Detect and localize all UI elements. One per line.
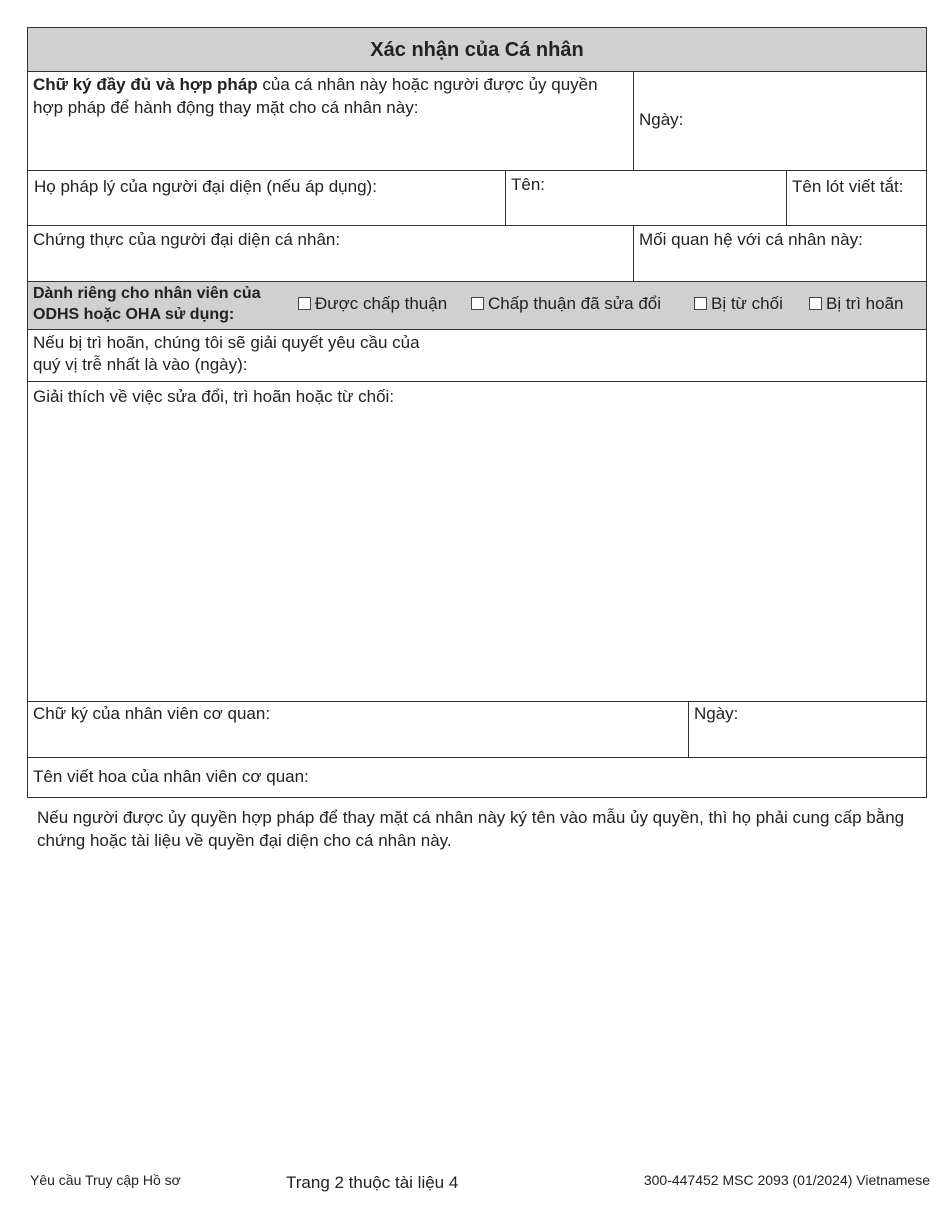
agency-name-field[interactable] bbox=[28, 758, 926, 797]
delay-date-label: Nếu bị trì hoãn, chúng tôi sẽ giải quyết yêu cầu của quý vị trễ nhất là vào (ngày): bbox=[33, 333, 420, 374]
agency-name-label: Tên viết hoa của nhân viên cơ quan: bbox=[33, 767, 309, 786]
agency-signature-field[interactable] bbox=[28, 702, 688, 757]
option-approved[interactable] bbox=[298, 294, 447, 314]
checkbox-approved-modified[interactable] bbox=[471, 297, 484, 310]
rep-first-name-label: Tên: bbox=[511, 175, 546, 194]
footer-doc-name: Yêu cầu Truy cập Hồ sơ bbox=[30, 1172, 181, 1188]
footer-form-code: 300-447452 MSC 2093 (01/2024) Vietnamese bbox=[643, 1172, 930, 1188]
explanation-field[interactable] bbox=[28, 382, 926, 701]
authorization-note: Nếu người được ủy quyền hợp pháp để thay mặt cá nhân này ký tên vào mẫu ủy quyền, thì họ phải cung cấp bằng chứng hoặc tài liệu về quyền đại diện cho cá nhân này. bbox=[37, 808, 905, 850]
option-approved-modified-label: Chấp thuận đã sửa đổi bbox=[488, 294, 662, 313]
signature-label-bold: Chữ ký đầy đủ và hợp pháp bbox=[33, 75, 258, 94]
option-delayed[interactable] bbox=[809, 294, 904, 314]
agency-signature-label: Chữ ký của nhân viên cơ quan: bbox=[33, 704, 271, 723]
signature-date-field[interactable] bbox=[633, 72, 926, 170]
staff-use-label: Dành riêng cho nhân viên của ODHS hoặc OHA sử dụng: bbox=[33, 285, 261, 323]
staff-use-row bbox=[28, 282, 926, 330]
checkbox-delayed[interactable] bbox=[809, 297, 822, 310]
agency-date-label: Ngày: bbox=[694, 704, 739, 723]
delay-date-field[interactable] bbox=[28, 330, 448, 381]
rep-middle-initial-field[interactable] bbox=[786, 171, 926, 225]
agency-name-row bbox=[28, 758, 926, 798]
rep-last-name-label: Họ pháp lý của người đại diện (nếu áp dụng): bbox=[34, 177, 377, 196]
individual-confirmation-form bbox=[27, 27, 927, 798]
option-delayed-label: Bị trì hoãn bbox=[826, 294, 904, 313]
individual-signature-field[interactable] bbox=[28, 72, 633, 170]
section-title: Xác nhận của Cá nhân bbox=[28, 28, 926, 72]
agency-date-field[interactable] bbox=[688, 702, 926, 757]
rep-first-name-field[interactable] bbox=[505, 171, 786, 225]
signature-date-label: Ngày: bbox=[639, 110, 684, 129]
footer-page-number: Trang 2 thuộc tài liệu 4 bbox=[286, 1173, 459, 1192]
name-row bbox=[28, 171, 926, 226]
checkbox-approved[interactable] bbox=[298, 297, 311, 310]
option-denied-label: Bị từ chối bbox=[711, 294, 783, 313]
explanation-label: Giải thích về việc sửa đổi, trì hoãn hoặc từ chối: bbox=[33, 387, 395, 406]
delay-date-row bbox=[28, 330, 926, 382]
rep-credential-field[interactable] bbox=[28, 226, 633, 281]
checkbox-denied[interactable] bbox=[694, 297, 707, 310]
signature-label-rest: của cá nhân này hoặc người được ủy quyền hợp pháp để hành động thay mặt cho cá nhân này: bbox=[33, 75, 598, 117]
option-denied[interactable] bbox=[694, 294, 783, 314]
representative-row bbox=[28, 226, 926, 282]
relationship-field[interactable] bbox=[633, 226, 926, 281]
agency-signature-row bbox=[28, 702, 926, 758]
option-approved-label: Được chấp thuận bbox=[315, 294, 448, 313]
rep-credential-label: Chứng thực của người đại diện cá nhân: bbox=[33, 230, 341, 249]
signature-row bbox=[28, 72, 926, 171]
relationship-label: Mối quan hệ với cá nhân này: bbox=[639, 230, 863, 249]
rep-last-name-field[interactable] bbox=[28, 171, 505, 225]
rep-middle-initial-label: Tên lót viết tắt: bbox=[792, 177, 904, 196]
option-approved-modified[interactable] bbox=[471, 294, 661, 314]
explanation-row bbox=[28, 382, 926, 702]
